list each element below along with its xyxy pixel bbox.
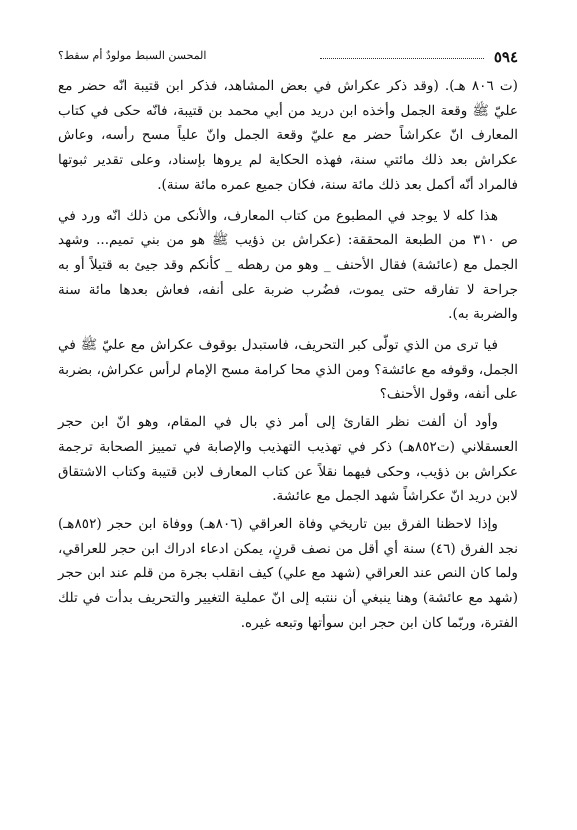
header-dotted-leader: [320, 58, 484, 59]
paragraph-1: (ت ٨٠٦ هـ). (وقد ذكر عكراش في بعض المشاهد، فذكر ابن قتيبة انّه حضر مع عليّ ﷺ وقعة الجمل وأخذه ابن دريد من أبي محمد بن قتيبة، فانّه حكى في كتاب المعارف انّ عكراشاً حضر مع عليّ وقعة الجمل وانّ علياً مسح رأسه، وعاش عكراش بعد ذلك مائتي سنة، فهذه الحكاية لم يروها بإسناد، وعلى تقدير ثبوتها فالمراد أنّه أكمل بعد ذلك مائة سنة، فكان جميع عمره مائة سنة).: [58, 78, 518, 193]
paragraph-2: هذا كله لا يوجد في المطبوع من كتاب المعارف، والأنكى من ذلك انّه ورد في ص ٣١٠ من الطبعة المحققة: (عكراش بن ذؤيب ﷺ هو من بني تميم... وشهد الجمل مع (عائشة) فقال الأحنف _ وهو من رهطه _ كأنكم وقد جيئ به قتيلاً أو به جراحة لا تفارقه حتى يموت، فضُرب ضربة على أنفه، فعاش بعدها مائة سنة والضربة به).: [58, 207, 518, 323]
page-header: [58, 48, 518, 68]
page-number: ٥٩٤: [493, 48, 518, 66]
paragraph-4: وأود أن ألفت نظر القارئ إلى أمر ذي بال في المقام، وهو انّ ابن حجر العسقلاني (ت٨٥٢هـ) ذكر في تهذيب التهذيب والإصابة في تمييز الصحابة ترجمة عكراش بن ذؤيب، وحكى فيهما نقلاً عن كتاب المعارف لابن قتيبة وكتاب الاشتقاق لابن دريد انّ عكراشاً شهد الجمل مع عائشة.: [58, 414, 518, 505]
paragraph-5: وإذا لاحظنا الفرق بين تاريخي وفاة العراقي (٨٠٦هـ) ووفاة ابن حجر (٨٥٢هـ) نجد الفرق (٤٦) سنة أي أقل من نصف قرنٍ، يمكن ادعاء ادراك ابن حجر للعراقي، ولما كان النص عند العراقي (شهد مع علي) كيف انقلب بجرة من قلم عند ابن حجر (شهد مع عائشة) وهنا ينبغي أن ننتبه إلى انّ عملية التغيير والتحريف بدأت في تلك الفترة، وربّما كان ابن حجر ابن سوأتها وتبعه غيره.: [58, 515, 518, 631]
page-body: [58, 74, 518, 638]
paragraph-3: فيا ترى من الذي تولّى كبر التحريف، فاستبدل بوقوف عكراش مع عليّ ﷺ في الجمل، وقوفه مع عائشة؟ ومن الذي محا كرامة مسح الإمام لرأس عكراش، بضربة على أنفه، وقول الأحنف؟: [58, 337, 518, 403]
running-title: المحسن السبط مولودٌ أم سقط؟: [58, 49, 207, 62]
